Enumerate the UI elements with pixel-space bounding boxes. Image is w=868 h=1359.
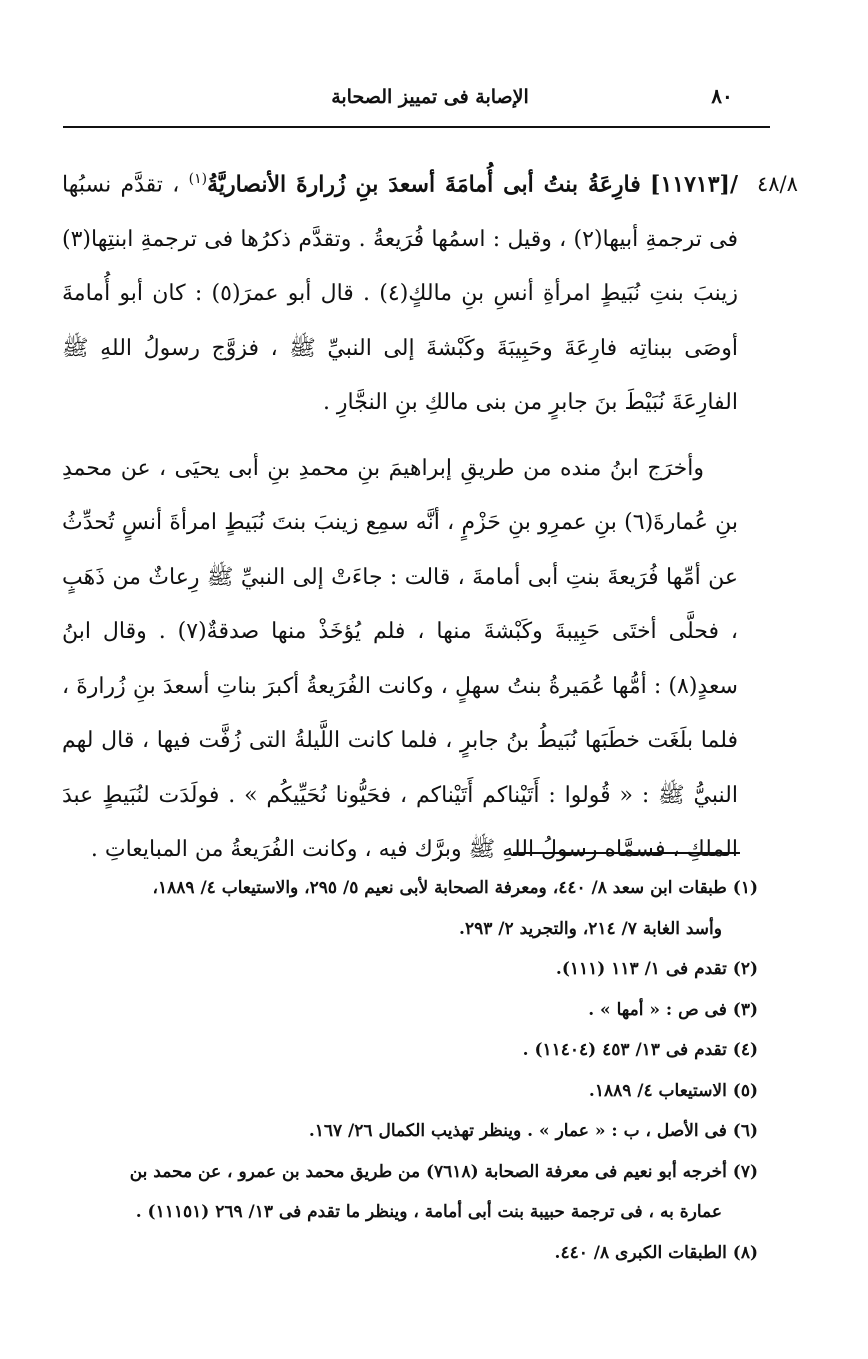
entry-paragraph-1 [62, 152, 738, 431]
entry-intro-text: ، تقدَّم نسبُها فى ترجمةِ أبيها(٢) ، وقيل : اسمُها فُرَيعةُ . وتقدَّم ذكرُها فى ترجمةِ ابنتِها(٣) زينبَ بنتِ نُبَيطٍ امرأةِ أنسِ بنِ مالكٍ(٤) . قال أبو عمرَ(٥) : كان أبو أُمامةَ أوصَى ببناتِه فارِعَةَ وحَبِيبَةَ وكَبْشةَ إلى النبيِّ ﷺ ، فزوَّج رسولُ اللهِ ﷺ الفارِعَةَ نُبَيْطَ بنَ جابرٍ من بنى مالكِ بنِ النجَّارِ . [62, 172, 738, 416]
footnote-1: (١) طبقات ابن سعد ٨/ ٤٤٠، ومعرفة الصحابة لأبى نعيم ٥/ ٢٩٥، والاستيعاب ٤/ ١٨٨٩، [152, 878, 758, 898]
entry-name: فارِعَةُ بنتُ أبى أُمامَةَ أسعدَ بنِ زُرارةَ الأنصاريَّةُ [207, 171, 641, 198]
footnote-3: (٣) فى ص : « أمها » . [588, 999, 758, 1020]
entry-name-footnote-ref: (١) [188, 171, 208, 187]
footnote-4: (٤) تقدم فى ١٣/ ٤٥٣ (١١٤٠٤) . [522, 1040, 758, 1060]
footnote-1-continuation: وأسد الغابة ٧/ ٢١٤، والتجريد ٢/ ٢٩٣. [459, 918, 722, 939]
footnote-7-continuation: عمارة به ، فى ترجمة حبيبة بنت أبى أمامة ، وينظر ما تقدم فى ١٣/ ٢٦٩ (١١١٥١) . [135, 1202, 722, 1222]
footnote-7: (٧) أخرجه أبو نعيم فى معرفة الصحابة (٧٦١٨) من طريق محمد بن عمرو ، عن محمد بن [129, 1161, 758, 1182]
entry-paragraph-2: وأخرَج ابنُ منده من طريقِ إبراهيمَ بنِ محمدِ بنِ أبى يحيَى ، عن محمدِ بنِ عُمارةَ(٦) بنِ عمرِو بنِ حَزْمٍ ، أنَّه سمِع زينبَ بنتَ نُبَيطٍ امرأةَ أنسٍ تُحدِّثُ عن أمِّها فُرَيعةَ بنتِ أبى أمامةَ ، قالت : جاءَتْ إلى النبيِّ ﷺ رِعاثٌ من ذَهَبٍ ، فحلَّى أختَى حَبِيبةَ وكَبْشةَ منها ، فلم يُؤخَذْ منها صدقةٌ(٧) . وقال ابنُ سعدٍ(٨) : أمُّها عُمَيرةُ بنتُ سهلٍ ، وكانت الفُرَيعةُ أكبرَ بناتِ أسعدَ بنِ زُرارةَ ، فلما بلَغَت خطَبَها نُبَيطُ بنُ جابرٍ ، فلما كانت اللَّيلةُ التى زُفَّت فيها ، قال لهم النبيُّ ﷺ : « قُولوا : أَتَيْناكم أَتَيْناكم ، فحَيُّونا نُحَيِّيكُم » . فولَدَت لنُبَيطٍ عبدَ الملكِ ، فسمَّاه رسولُ اللهِ ﷺ وبرَّك فيه ، وكانت الفُرَيعةُ من المبايعاتِ . [62, 455, 739, 863]
footnote-8: (٨) الطبقات الكبرى ٨/ ٤٤٠. [554, 1242, 758, 1263]
entry-number: /[١١٧١٣] [650, 171, 738, 198]
footnote-rule [513, 852, 740, 854]
footnote-6: (٦) فى الأصل ، ب : « عمار » . وينظر تهذيب الكمال ٢٦/ ١٦٧. [308, 1121, 758, 1141]
footnote-5: (٥) الاستيعاب ٤/ ١٨٨٩. [588, 1080, 758, 1101]
footnotes [62, 868, 758, 1273]
margin-reference: ٤٨/٨ [757, 172, 798, 196]
header-rule [63, 126, 770, 128]
running-header-title: الإصابة فى تمييز الصحابة [331, 86, 529, 108]
page-number: ٨٠ [711, 84, 733, 108]
main-text [62, 152, 738, 878]
footnote-2: (٢) تقدم فى ١/ ١١٣ (١١١). [555, 959, 758, 979]
